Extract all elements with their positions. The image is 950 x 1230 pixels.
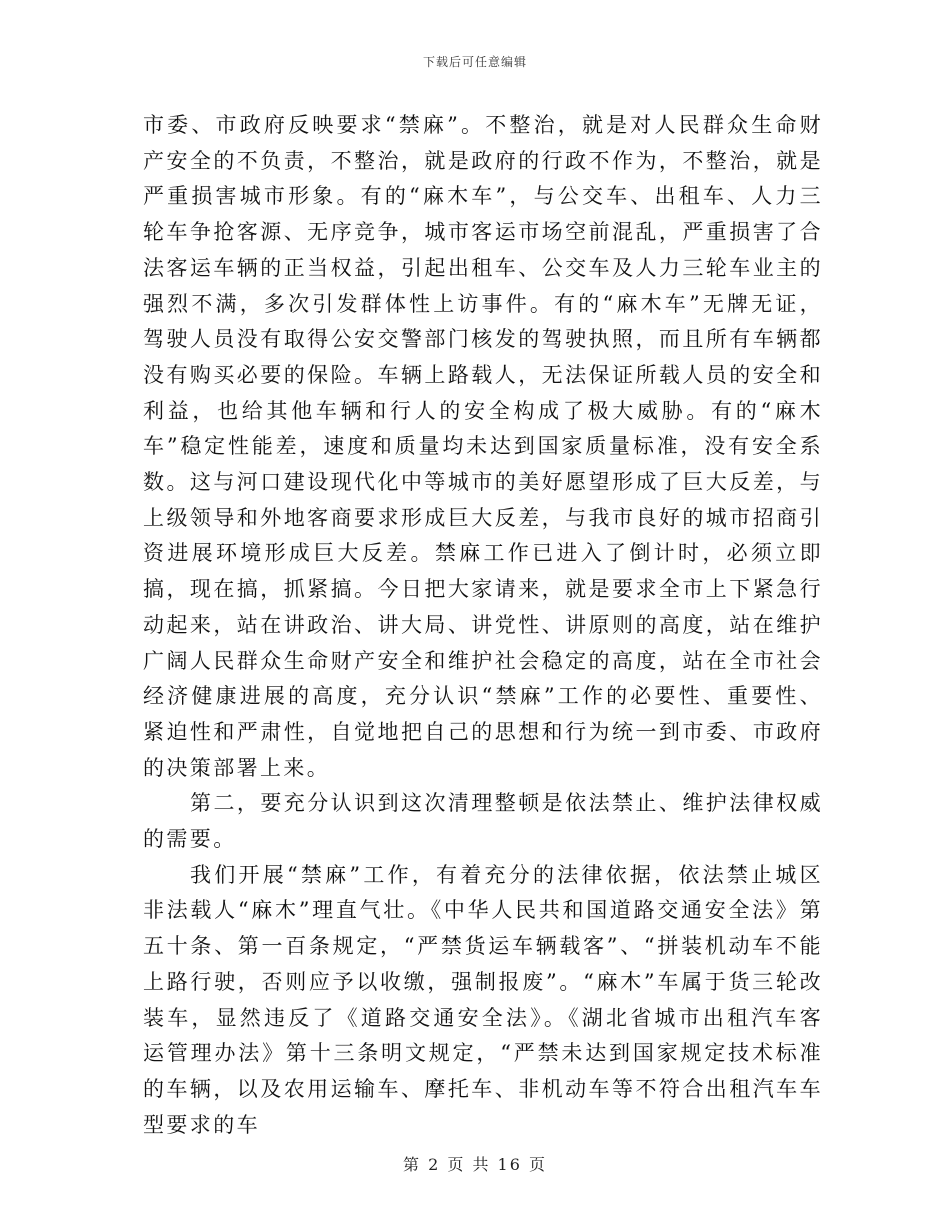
paragraph-section-heading: 第二，要充分认识到这次清理整顿是依法禁止、维护法律权威的需要。 [143, 791, 823, 852]
page-header-note: 下载后可任意编辑 [422, 55, 527, 69]
paragraph-continuation: 市委、市政府反映要求“禁麻”。不整治，就是对人民群众生命财产安全的不负责，不整治，就是政府的行政不作为，不整治，就是严重损害城市形象。有的“麻木车”，与公交车、出租车、人力三轮车争抢客源、无序竞争，城市客运市场空前混乱，严重损害了合法客运车辆的正当权益，引起出租车、公交车及人力三轮车业主的强烈不满，多次引发群体性上访事件。有的“麻木车”无牌无证，驾驶人员没有取得公安交警部门核发的驾驶执照，而且所有车辆都没有购买必要的保险。车辆上路载人，无法保证所载人员的安全和利益，也给其他车辆和行人的安全构成了极大威胁。有的“麻木车”稳定性能差，速度和质量均未达到国家质量标准，没有安全系数。这与河口建设现代化中等城市的美好愿望形成了巨大反差，与上级领导和外地客商要求形成巨大反差，与我市良好的城市招商引资进展环境形成巨大反差。禁麻工作已进入了倒计时，必须立即搞，现在搞，抓紧搞。今日把大家请来，就是要求全市上下紧急行动起来，站在讲政治、讲大局、讲党性、讲原则的高度，站在维护广阔人民群众生命财产安全和维护社会稳定的高度，站在全市社会经济健康进展的高度，充分认识“禁麻”工作的必要性、重要性、紧迫性和严肃性，自觉地把自己的思想和行为统一到市委、市政府的决策部署上来。 [143, 113, 823, 780]
page-number-footer: 第 2 页 共 16 页 [403, 1155, 547, 1174]
paragraph-legal-basis: 我们开展“禁麻”工作，有着充分的法律依据，依法禁止城区非法载人“麻木”理直气壮。《中华人民共和国道路交通安全法》第五十条、第一百条规定，“严禁货运车辆载客”、“拼装机动车不能上路行驶，否则应予以收缴，强制报废”。“麻木”车属于货三轮改装车，显然违反了《道路交通安全法》。《湖北省城市出租汽车客运管理办法》第十三条明文规定，“严禁未达到国家规定技术标准的车辆，以及农用运输车、摩托车、非机动车等不符合出租汽车车型要求的车 [143, 862, 823, 1137]
document-body [143, 108, 823, 1143]
